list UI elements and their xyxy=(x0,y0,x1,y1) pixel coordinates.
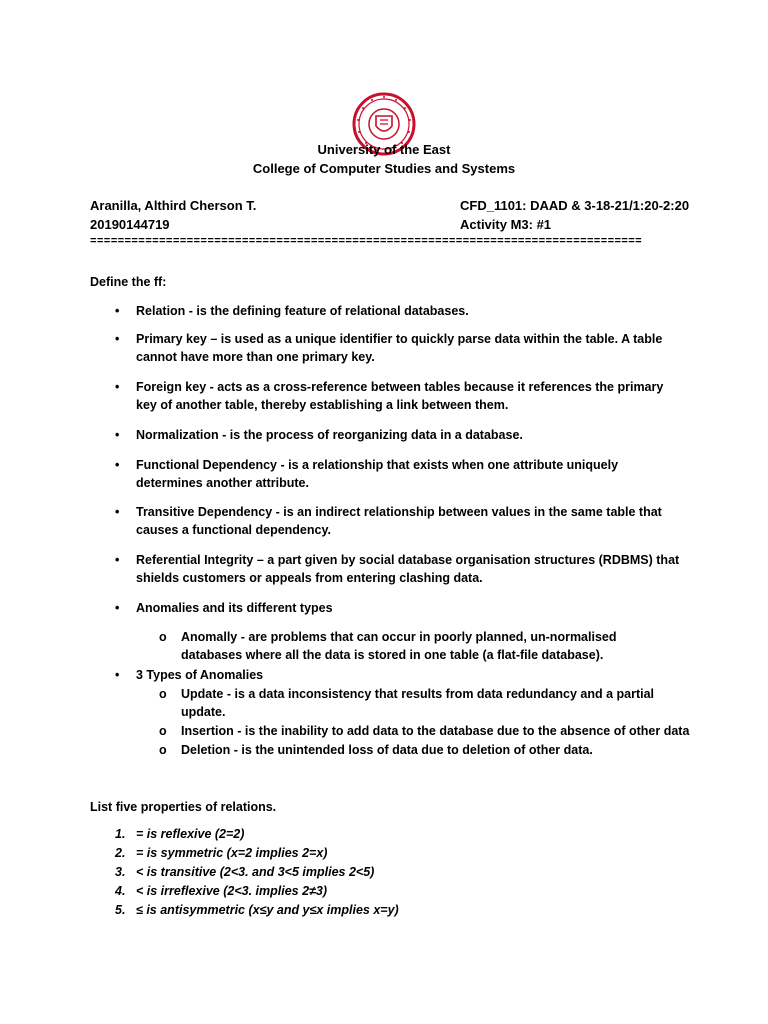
property-item: = is symmetric (x=2 implies 2=x) xyxy=(136,846,328,860)
student-name: Aranilla, Althird Cherson T. xyxy=(90,198,257,213)
student-id: 20190144719 xyxy=(90,217,170,232)
bullet-icon: • xyxy=(115,428,120,442)
bullet-icon: • xyxy=(115,668,120,682)
definition-item: Anomalies and its different types xyxy=(136,601,333,615)
bullet-icon: • xyxy=(115,553,120,567)
course-info: CFD_1101: DAAD & 3-18-21/1:20-2:20 xyxy=(460,198,690,213)
bullet-icon: • xyxy=(115,505,120,519)
sub-bullet-icon: o xyxy=(159,724,167,738)
anomaly-definition: Anomally - are problems that can occur in poorly planned, un-normalised databases where all the data is stored in one table (a flat-file database). xyxy=(181,630,617,662)
definition-item: Referential Integrity – a part given by social database organisation structures (RDBMS) that shields customers or appeals from entering clashing data. xyxy=(136,553,680,585)
list-heading: List five properties of relations. xyxy=(90,800,277,814)
list-number: 5. xyxy=(115,903,126,917)
definition-item: Normalization - is the process of reorganizing data in a database. xyxy=(136,428,523,442)
sub-bullet-icon: o xyxy=(159,630,167,644)
bullet-icon: • xyxy=(115,380,120,394)
definition-item: Relation - is the defining feature of relational databases. xyxy=(136,304,469,318)
definition-item: Primary key – is used as a unique identifier to quickly parse data within the table. A table cannot have more than one primary key. xyxy=(136,332,663,364)
list-number: 2. xyxy=(115,846,126,860)
list-number: 4. xyxy=(115,884,126,898)
sub-bullet-icon: o xyxy=(159,743,167,757)
anomaly-type-update: Update - is a data inconsistency that results from data redundancy and a partial update. xyxy=(181,687,655,719)
college-name: College of Computer Studies and Systems xyxy=(252,161,516,176)
bullet-icon: • xyxy=(115,458,120,472)
activity-label: Activity M3: #1 xyxy=(460,217,552,232)
sub-bullet-icon: o xyxy=(159,687,167,701)
divider-line: ================================================================================ xyxy=(90,236,643,248)
anomaly-type-deletion: Deletion - is the unintended loss of data due to deletion of other data. xyxy=(181,743,593,757)
definition-item: Functional Dependency - is a relationship that exists when one attribute uniquely determines another attribute. xyxy=(136,458,619,490)
definition-item: Foreign key - acts as a cross-reference between tables because it references the primary key of another table, thereby establishing a link between them. xyxy=(136,380,664,412)
bullet-icon: • xyxy=(115,332,120,346)
anomaly-type-insertion: Insertion - is the inability to add data to the database due to the absence of other data xyxy=(181,724,690,738)
bullet-icon: • xyxy=(115,304,120,318)
list-number: 3. xyxy=(115,865,126,879)
property-item: < is irreflexive (2<3. implies 2≠3) xyxy=(136,884,327,898)
types-heading: 3 Types of Anomalies xyxy=(136,668,264,682)
definition-item: Transitive Dependency - is an indirect relationship between values in the same table that causes a functional dependency. xyxy=(136,505,662,537)
define-heading: Define the ff: xyxy=(90,275,167,289)
university-name: University of the East xyxy=(317,142,451,157)
property-item: = is reflexive (2=2) xyxy=(136,827,245,841)
bullet-icon: • xyxy=(115,601,120,615)
list-number: 1. xyxy=(115,827,126,841)
property-item: < is transitive (2<3. and 3<5 implies 2<5) xyxy=(136,865,375,879)
property-item: ≤ is antisymmetric (x≤y and y≤x implies x=y) xyxy=(136,903,399,917)
